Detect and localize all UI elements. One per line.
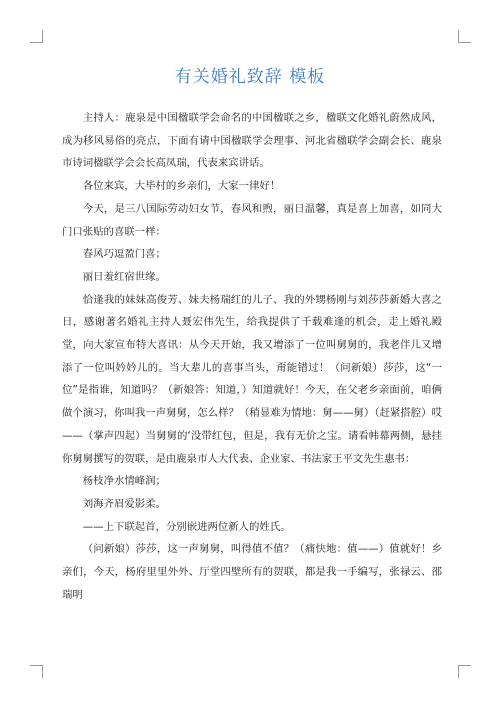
paragraph-holiday: 今天，是三八国际劳动妇女节，春风和煦，丽日温馨，真是喜上加喜，如同大门口张贴的喜联一样： bbox=[62, 202, 442, 238]
document-body bbox=[62, 107, 442, 606]
couplet-line: 丽日羞红宿世缘。 bbox=[82, 270, 166, 283]
crop-mark-top-right bbox=[458, 30, 471, 43]
couplet-line: 刘海齐眉爱影柔。 bbox=[82, 497, 166, 510]
crop-mark-top-left bbox=[30, 30, 43, 43]
crop-mark-bottom-right bbox=[458, 665, 471, 678]
paragraph-closing: （问新娘）莎莎，这一声舅舅，叫得值不值？（痛快地：值——）值就好！乡亲们，今天，杨府里里外外、厅堂四壁所有的贺联，都是我一手编写，张禄云、邵瑞明 bbox=[62, 543, 442, 601]
couplet-line: 春风巧逗盈门喜； bbox=[82, 248, 166, 261]
crop-mark-bottom-left bbox=[30, 665, 43, 678]
paragraph-greeting: 各位来宾，大毕村的乡亲们，大家一律好！ bbox=[82, 180, 281, 193]
paragraph-announcement: 恰逢我的妹妹高俊芳、妹夫杨瑞红的儿子、我的外甥杨刚与刘莎莎新婚大喜之日，感谢著名婚礼主持人聂宏伟先生，给我提供了千载难逢的机会，走上婚礼殿堂，向大家宣布特大喜讯：从今天开始，我又增添了一位叫舅舅的，我老伴儿又增添了一位叫妗妗儿的。当大辈儿的喜事当头，甭能错过！（问新娘）莎莎，这“一位”是指谁，知道吗？（新娘答：知道，）知道就好！今天，在父老乡亲面前，咱俩做个演习，你叫我一声舅舅，怎么样？（稍显难为情地：舅——舅）（赶紧搭腔）哎——（掌声四起）当舅舅的‘没带红包，但是，我有无价之宝。请看帏幕两侧，悬挂你舅舅撰写的贺联，是由鹿泉市人大代表、企业家、书法家王平文先生惠书： bbox=[62, 293, 442, 465]
paragraph-host-intro: 主持人：鹿泉是中国楹联学会命名的中国楹联之乡，楹联文化婚礼蔚然成风，成为移风易俗的亮点，下面有请中国楹联学会理事、河北省楹联学会副会长、鹿泉市诗词楹联学会会长高凤瑞，代表来宾讲话。 bbox=[62, 112, 442, 170]
document-title: 有关婚礼致辞 模板 bbox=[174, 67, 326, 87]
paragraph-couplet-note: ——上下联起首，分别嵌进两位新人的姓氏。 bbox=[82, 520, 291, 533]
couplet-line: 杨枝净水情峰润； bbox=[82, 475, 166, 488]
